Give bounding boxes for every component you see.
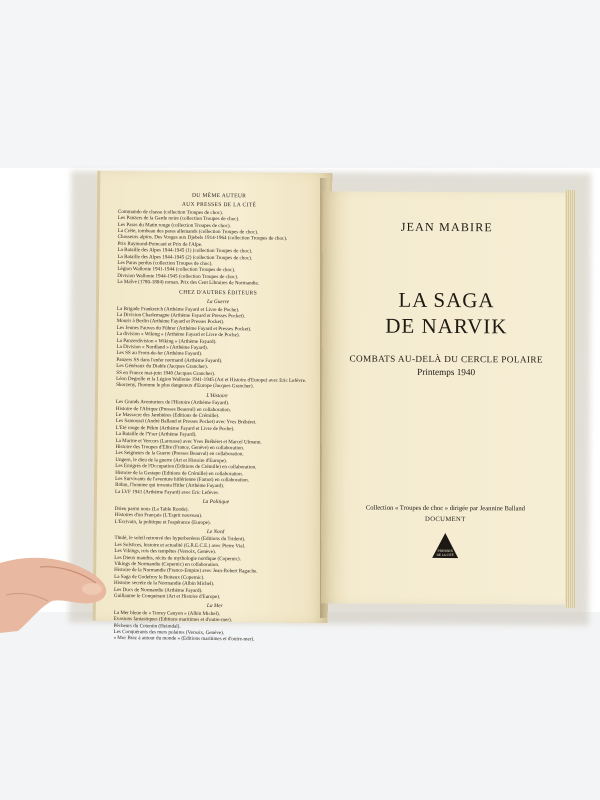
nord-list: [114, 535, 317, 601]
document-label: DOCUMENT: [425, 515, 466, 524]
publisher-logo-icon: [431, 532, 459, 560]
bibliography-entry: Les Vikings, rois des tempêtes (Versoix, Genève).: [114, 548, 217, 556]
bibliography-entry: Les Jeunes Fauves du Führer (Arthème Fayard et Presses Pocket).: [116, 324, 252, 333]
bibliography-entry: Vikings de Normandie (Copernic) en collaboration.: [114, 560, 220, 569]
bibliography-entry: Les Samouraï (André Balland et Presses Pocket) avec Yves Bréhéret.: [115, 418, 257, 426]
bibliography-entry: La Crète, tombeau des paras allemands (collection Troupes de choc).: [117, 228, 259, 236]
category-nord: Le Nord: [206, 528, 225, 536]
bibliography-entry: Mourir à Berlin (Arthème Fayard et Presses Pocket).: [116, 318, 225, 326]
logo-text-line2: DE LA CITÉ: [436, 552, 454, 558]
bibliography-entry: Commando de chasse (collection Troupes de choc).: [117, 208, 224, 216]
bibliography-entry: Les Seigneurs de la Guerre (Presses Beauval) en collaboration.: [115, 450, 244, 458]
left-page: [93, 171, 333, 643]
category-guerre: La Guerre: [206, 299, 230, 306]
bibliography-entry: La Bataille des Alpes 1944-1945 (2) (collection Troupes de choc).: [117, 253, 253, 262]
bibliography-entry: La Maîve (1780-1804) roman. Prix des Cent Libraires de Normandie.: [117, 279, 260, 287]
bibliography-entry: « Mor Braz à autour du monde » (Éditions maritimes et d'outre-mer).: [113, 635, 255, 643]
bibliography-entry: Léon Degrelle et la Légion Wallonie 1941-1945 (Art et Histoire d'Europe) avec Eric Lefèvre.: [116, 375, 307, 384]
bibliography-entry: La Panzerdivision « Wiking » (Arthème Fayard).: [116, 337, 217, 345]
bibliography-entry: SS en France mai-juin 1940 (Jacques Grancher).: [116, 369, 216, 377]
bibliography-entry: La Division « Nordland » (Arthème Fayard).: [116, 343, 209, 351]
bibliography-entry: Panzers SS dans l'enfer normand (Arthème Fayard).: [116, 356, 223, 364]
bibliography-entry: Histoires d'un Français (L'Esprit nouveau).: [114, 512, 203, 519]
bibliography-entry: L'Écrivain, la politique et l'espérance (Europe).: [114, 518, 211, 526]
book-title-line1: LA SAGA: [398, 287, 495, 313]
bibliography-entry: Röhm, l'homme qui inventa Hitler (Arthème Fayard).: [115, 482, 225, 490]
bibliography-entry: La Marine et Vercors (Larousse) avec Yves Bréhéret et Marcel Ulmann.: [115, 437, 262, 446]
bibliography-entry: La LVF 1941 (Arthème Fayard) avec Éric Lefèvre.: [114, 488, 219, 496]
book-season: Printemps 1940: [417, 366, 476, 378]
backdrop-top: [0, 0, 600, 168]
book-title-line2: DE NARVIK: [385, 313, 508, 339]
bibliography-entry: Les SS au Front-de-fer (Arthème Fayard).: [116, 350, 203, 358]
bibliography-entry: Les Solstices, histoire et actualité (G.R.E.C.E.) avec Pierre Vial.: [114, 541, 246, 550]
bibliography-entry: Histoire de la Gestapo (Éditions de Crémille) en collaboration.: [115, 469, 243, 477]
author-name: JEAN MABIRE: [400, 219, 494, 235]
title-page: [321, 191, 571, 604]
bibliography-entry: La Saga de Godefroy le Boiteux (Copernic).: [114, 573, 205, 581]
politique-list: [115, 506, 317, 527]
bibliography-entry: Histoire secrète de la Normandie (Albin Michel).: [114, 580, 215, 588]
bibliography-entry: Drieu parmi nous (La Table Ronde).: [114, 505, 189, 513]
bibliography-entry: Les Grands Aventuriers de l'Histoire (Arthème Fayard).: [115, 399, 230, 407]
right-page: [321, 191, 571, 604]
bibliography-entry: Ungern, le dieu de la guerre (Art et Histoire d'Europe).: [115, 456, 228, 464]
category-politique: La Politique: [202, 499, 230, 506]
bibliography-entry: Les Émigrés de l'Occupation (Éditions de Crémille) en collaboration.: [115, 463, 257, 471]
bibliography-entry: Légion Wallonie 1941-1944 (collection Troupes de choc).: [117, 266, 236, 274]
same-author-heading: DU MÊME AUTEUR: [191, 192, 247, 200]
bibliography-entry: Les Conquérants des mers polaires (Versoix, Genève).: [113, 628, 225, 637]
bibliography-entry: Les Panzers de la Garde noire (collection Troupes de choc).: [117, 215, 240, 223]
category-histoire: L'Histoire: [206, 392, 228, 399]
bibliography-entry: La Brigade Frankreich (Arthème Fayard et Livre de Poche).: [116, 305, 240, 313]
guerre-list: [116, 305, 319, 390]
bibliography-entry: Division Wallonie 1944-1945 (collection Troupes de choc).: [117, 272, 239, 281]
bibliography-entry: La division « Wiking » (Arthème Fayard et Livre de Poche).: [116, 331, 240, 339]
category-mer: La Mer: [206, 603, 223, 610]
bibliography-entry: La Division Charlemagne (Arthème Fayard et Presses Pocket).: [116, 311, 246, 320]
bibliography-entry: Histoire de la Normandie (France-Empire) avec Jean-Robert Ragache.: [114, 567, 258, 575]
bibliography-entry: La Mer bleue de « Torrey Canyon » (Albin Michel).: [113, 609, 220, 617]
bibliography-entry: Pêcheurs du Cotentin (Heimdal).: [113, 622, 181, 630]
presses-list: [117, 209, 320, 288]
bibliography-entry: La Bataille de l'Yser (Arthème Fayard).: [115, 431, 197, 439]
bibliography-entry: Histoire de l'Afrique (Presses Beauval) en collaboration.: [115, 405, 231, 413]
hand-icon: [0, 555, 110, 635]
mer-list: [113, 610, 315, 644]
bibliography-entry: Thulé, le soleil retrouvé des hyperboréens (Éditions du Trident).: [114, 535, 246, 543]
bibliography-entry: Les Dieux maudits, récits de mythologie nordique (Copernic).: [114, 554, 241, 562]
bibliography-entry: Les Ducs de Normandie (Arthème Fayard).: [113, 586, 203, 594]
histoire-list: [115, 399, 318, 497]
bibliography-entry: Les Paras perdus (collection Troupes de choc).: [117, 260, 213, 268]
bibliography-entry: L'Été rouge de Pékin (Arthème Fayard et Livre de Poche).: [115, 424, 235, 433]
collection-credit: Collection « Troupes de choc » dirigée par Jeannine Balland: [365, 504, 526, 513]
bibliography-entry: Le Massacre des Jambières (Éditions de Crémille).: [115, 411, 220, 420]
bibliography-entry: Les Survivants de l'aventure hitlérienne (Famot) en collaboration.: [115, 476, 250, 484]
bibliography-entry: Prix Raymond-Poincaré et Prix de l'Alpe.: [117, 240, 203, 248]
bibliography-entry: Les Généraux du Diable (Jacques Grancher).: [116, 363, 209, 371]
presses-heading: AUX PRESSES DE LA CITÉ: [181, 202, 257, 209]
page-edges: [565, 190, 575, 608]
bibliography-entry: Chasseurs alpins. Des Vosges aux Djebels 1914-1964 (collection Troupes de choc).: [117, 234, 288, 243]
book-subtitle: COMBATS AU-DELÀ DU CERCLE POLAIRE: [349, 353, 543, 365]
bibliography: [113, 192, 320, 644]
other-publishers-heading: CHEZ D'AUTRES ÉDITEURS: [179, 289, 258, 297]
bibliography-entry: Histoire des Troupes d'Élite (France, Genève) en collaboration.: [115, 444, 245, 452]
bibliography-entry: Guillaume le Conquérant (Art et Histoire d'Europe).: [113, 592, 221, 601]
logo-text-line1: PRESSES: [437, 548, 453, 554]
bibliography-entry: Évasions fantastiques (Éditions maritimes et d'outre-mer).: [113, 616, 233, 624]
bibliography-entry: La Bataille des Alpes 1944-1945 (1) (collection Troupes de choc).: [117, 247, 253, 255]
bibliography-entry: Les Paras du Matin rouge (collection Troupes de choc).: [117, 221, 231, 229]
bibliography-entry: Skorzeny, l'homme le plus dangereux d'Europe (Jacques Grancher).: [116, 382, 254, 390]
